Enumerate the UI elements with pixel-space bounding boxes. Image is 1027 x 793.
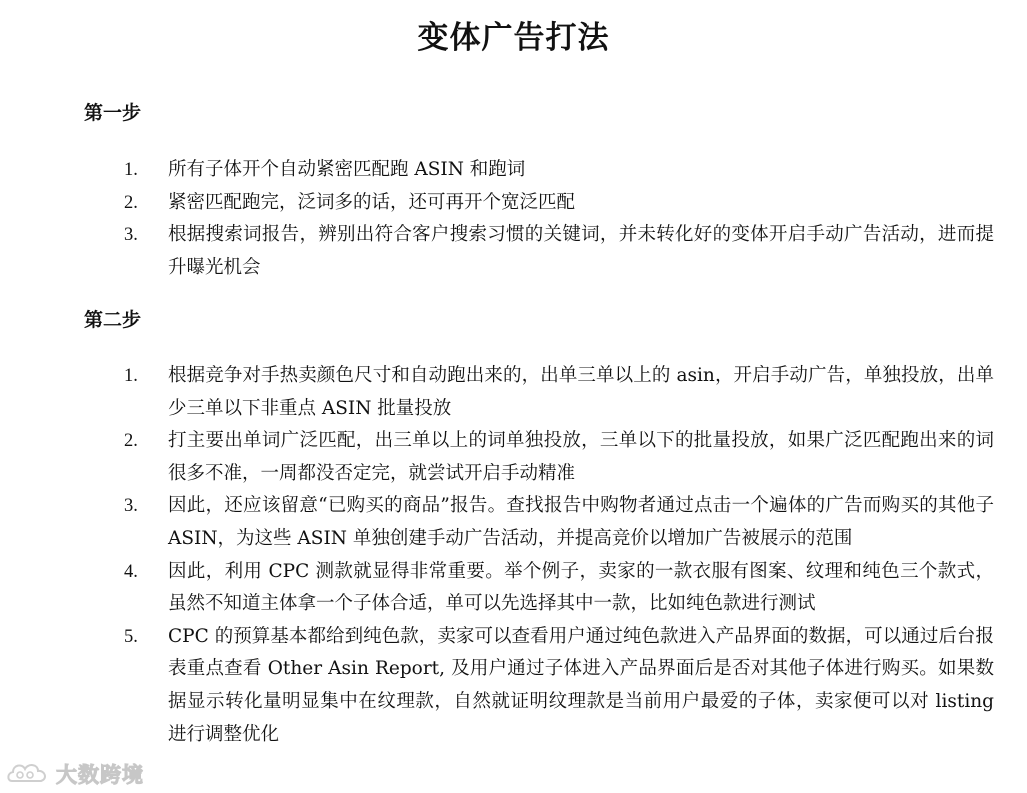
list-item-number: 1. [124,160,138,180]
list-item-number: 2. [124,431,138,452]
list-item-text: 根据竞争对手热卖颜色尺寸和自动跑出来的，出单三单以上的 asin，开启手动广告，单独投放，出单少三单以下非重点 ASIN 批量投放 [168,365,994,419]
list-item [0,360,1027,425]
list-item-text: 因此，利用 CPC 测款就显得非常重要。举个例子，卖家的一款衣服有图案、纹理和纯色三个款式，虽然不知道主体拿一个子体合适，单可以先选择其中一款，比如纯色款进行测试 [168,560,994,615]
list-item-text: 因此，还应该留意“已购买的商品”报告。查找报告中购物者通过点击一个遍体的广告而购买的其他子 ASIN，为这些 ASIN 单独创建手动广告活动，并提高竞价以增加广告被展示的范围 [168,495,994,549]
step-1-list [0,154,1027,284]
list-item-text: 根据搜索词报告，辨别出符合客户搜索习惯的关键词，并未转化好的变体开启手动广告活动，进而提升曝光机会 [168,224,994,278]
section-heading-step-1: 第一步 [84,102,142,124]
cloud-logo-icon [6,759,50,789]
list-item-number: 5. [124,626,138,647]
list-item-number: 4. [124,561,138,582]
list-item [0,219,1027,284]
list-item [0,490,1027,555]
watermark-text: 大数跨境 [56,763,144,787]
list-item [0,621,1027,751]
list-item-text: CPC 的预算基本都给到纯色款，卖家可以查看用户通过纯色款进入产品界面的数据，可以通过后台报表重点查看 Other Asin Report, 及用户通过子体进入产品界面后是否对其他子体进行购买。如果数据显示转化量明显集中在纹理款，自然就证明纹理款是当前用户最爱的子体，卖家便可以对 listing 进行调整优化 [168,625,994,745]
list-item [0,556,1027,621]
list-item-text: 所有子体开个自动紧密匹配跑 ASIN 和跑词 [168,159,526,180]
step-2-list [0,360,1027,751]
document-title: 变体广告打法 [417,20,610,56]
list-item-number: 3. [124,225,138,246]
watermark [6,756,144,792]
list-item-number: 2. [124,192,138,213]
list-item-number: 3. [124,496,138,517]
list-item [0,154,1027,187]
list-item [0,425,1027,490]
list-item-text: 打主要出单词广泛匹配，出三单以上的词单独投放，三单以下的批量投放，如果广泛匹配跑出来的词很多不准，一周都没否定完，就尝试开启手动精准 [168,430,994,484]
list-item [0,187,1027,220]
list-item-number: 1. [124,366,138,386]
list-item-text: 紧密匹配跑完，泛词多的话，还可再开个宽泛匹配 [168,191,576,213]
section-heading-step-2: 第二步 [84,309,142,331]
